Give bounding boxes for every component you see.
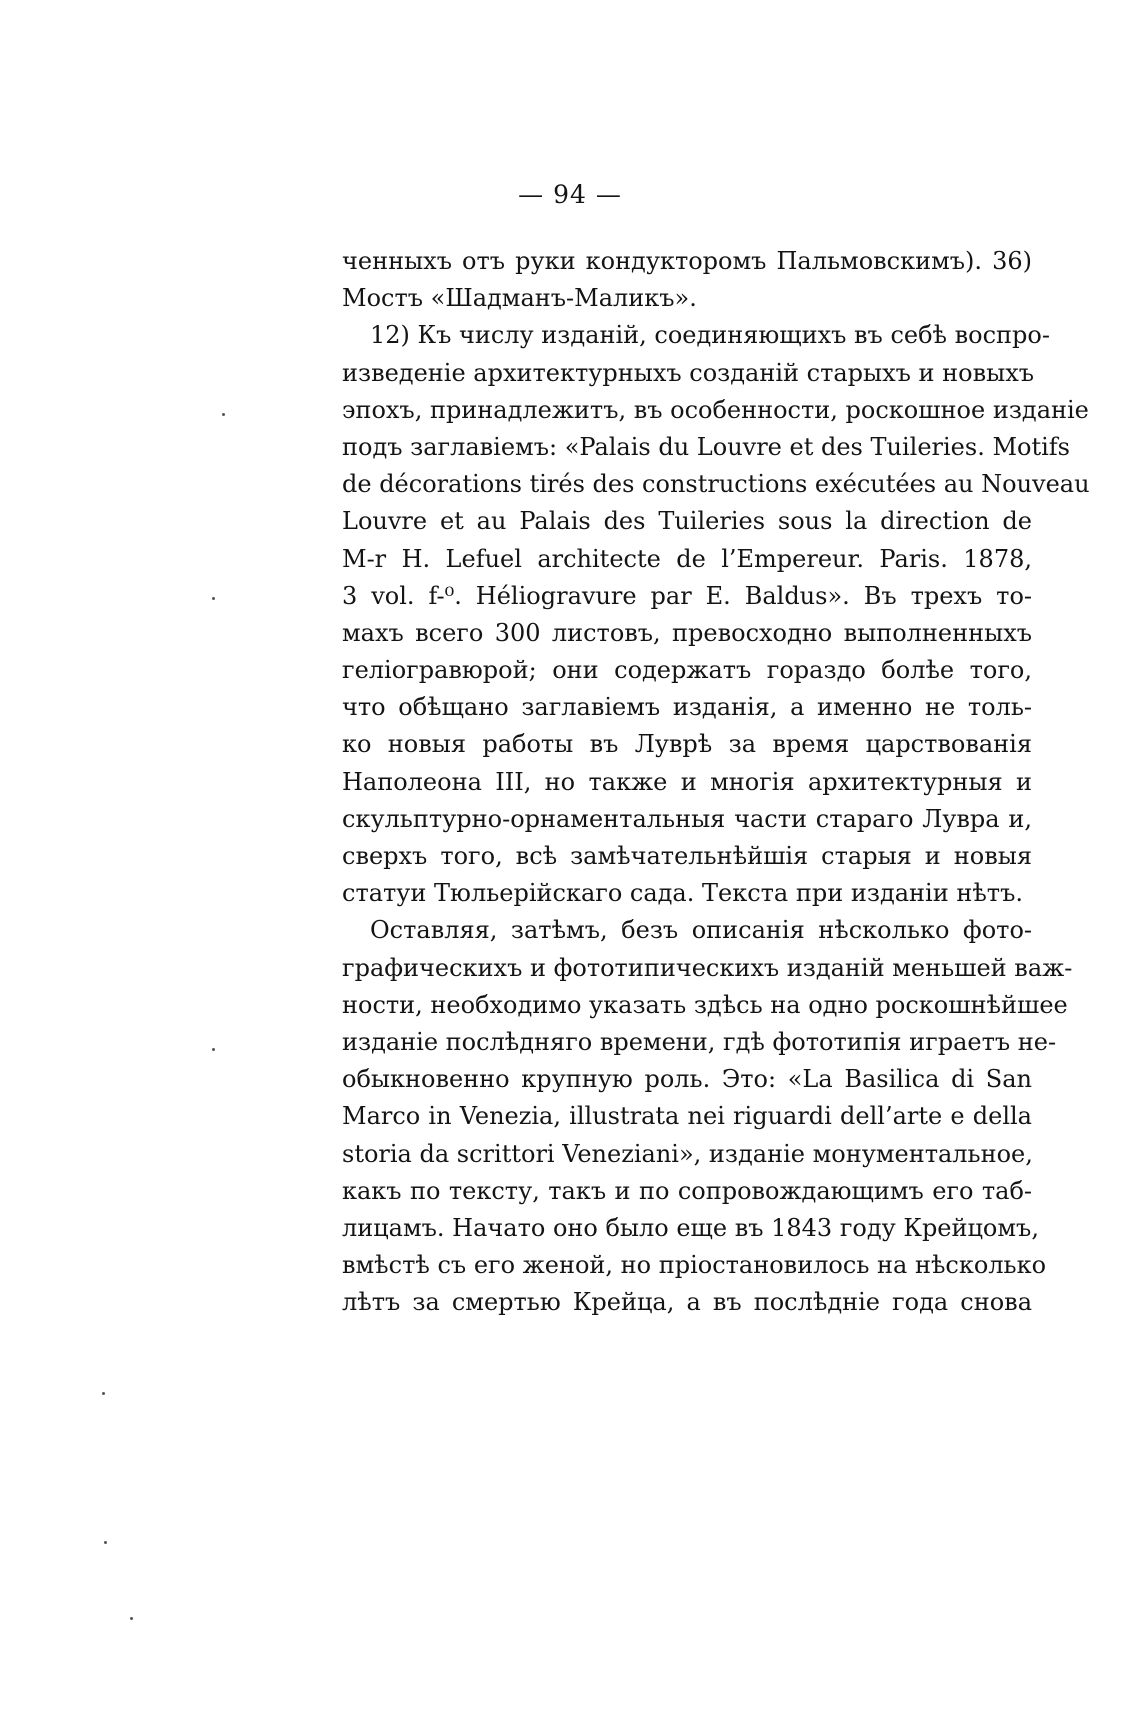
text-line: эпохъ, принадлежитъ, въ особенности, роскошное изданіе xyxy=(342,395,1089,424)
text-line: M-r H. Lefuel architecte de l’Empereur. Paris. 1878, xyxy=(342,544,1032,573)
scan-speck xyxy=(102,1392,105,1395)
text-line: какъ по тексту, такъ и по сопровождающимъ его таб- xyxy=(342,1176,1032,1205)
scan-speck xyxy=(222,413,225,416)
text-line: что обѣщано заглавіемъ изданія, а именно не толь- xyxy=(342,693,1032,722)
scan-speck xyxy=(104,1541,107,1544)
text-line: лицамъ. Начато оно было еще въ 1843 году Крейцомъ, xyxy=(342,1213,1039,1242)
text-line: геліогравюрой; они содержатъ гораздо болѣе того, xyxy=(342,656,1032,685)
text-line: изведеніе архитектурныхъ созданій старыхъ и новыхъ xyxy=(342,358,1035,387)
text-line: ко новыя работы въ Луврѣ за время царствованія xyxy=(342,730,1032,759)
scan-speck xyxy=(212,1048,215,1051)
text-line: скульптурно-орнаментальныя части стараго Лувра и, xyxy=(342,804,1032,833)
text-line: лѣтъ за смертью Крейца, а въ послѣдніе года снова xyxy=(342,1288,1032,1317)
text-line: 12) Къ числу изданій, соединяющихъ въ себѣ воспро- xyxy=(370,321,1050,350)
page-number: — 94 — xyxy=(518,180,622,209)
text-line: ности, необходимо указать здѣсь на одно роскошнѣйшее xyxy=(342,990,1068,1019)
text-line: махъ всего 300 листовъ, превосходно выполненныхъ xyxy=(342,618,1032,647)
text-line: обыкновенно крупную роль. Это: «La Basilica di San xyxy=(342,1065,1032,1094)
scan-speck xyxy=(130,1617,133,1620)
text-line: подъ заглавіемъ: «Palais du Louvre et des Tuileries. Motifs xyxy=(342,432,1070,461)
text-line: Louvre et au Palais des Tuileries sous la direction de xyxy=(342,507,1032,536)
text-line: Наполеона III, но также и многія архитектурныя и xyxy=(342,767,1032,796)
text-line: storia da scrittori Veneziani», изданіе монументальное, xyxy=(342,1139,1033,1168)
scan-speck xyxy=(212,597,215,600)
text-line: Оставляя, затѣмъ, безъ описанія нѣсколько фото- xyxy=(370,916,1032,945)
text-line: изданіе послѣдняго времени, гдѣ фототипія играетъ не- xyxy=(342,1027,1057,1056)
text-line: статуи Тюльерійскаго сада. Текста при изданіи нѣтъ. xyxy=(342,879,1023,908)
text-block xyxy=(342,243,1090,1321)
text-line: ченныхъ отъ руки кондукторомъ Пальмовскимъ). 36) xyxy=(342,247,1032,275)
text-line: сверхъ того, всѣ замѣчательнѣйшія старыя и новыя xyxy=(342,842,1032,870)
text-line: вмѣстѣ съ его женой, но пріостановилось на нѣсколько xyxy=(342,1251,1047,1280)
text-line: Marco in Venezia, illustrata nei riguardi dell’arte e della xyxy=(342,1102,1032,1131)
text-line: графическихъ и фототипическихъ изданій меньшей важ- xyxy=(342,953,1073,982)
text-line: Мостъ «Шадманъ-Маликъ». xyxy=(342,284,697,313)
text-line: de décorations tirés des constructions exécutées au Nouveau xyxy=(342,470,1090,499)
text-line: 3 vol. f-⁰. Héliogravure par E. Baldus». Въ трехъ то- xyxy=(342,581,1032,610)
